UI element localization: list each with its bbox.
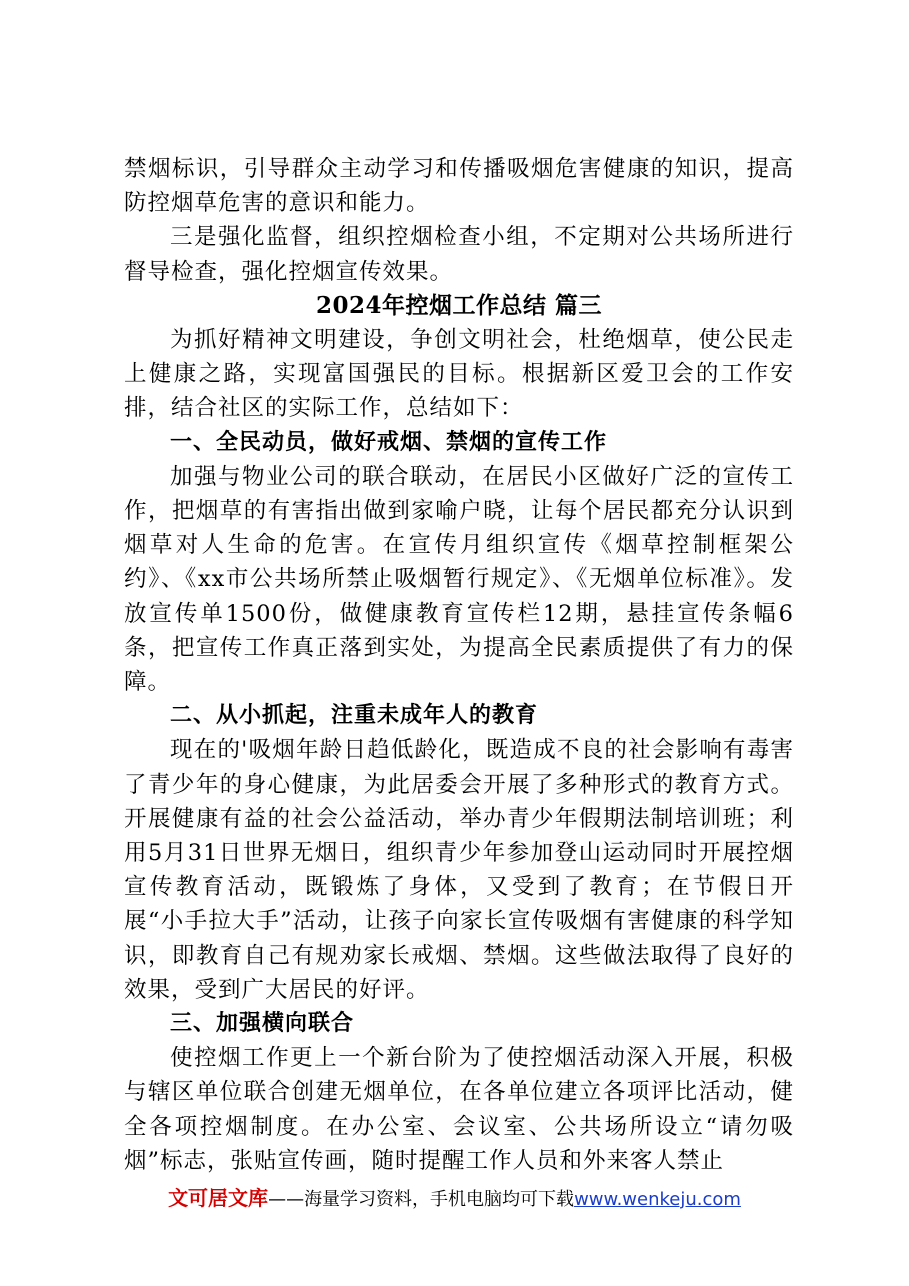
footer: [0, 1182, 909, 1211]
section-title: 2024年控烟工作总结 篇三: [315, 291, 603, 319]
paragraph: 现在的'吸烟年龄日趋低龄化，既造成不良的社会影响有毒害了青少年的身心健康，为此居委会开展了多种形式的教育方式。开展健康有益的社会公益活动，举办青少年假期法制培训班；利用5月31日世界无烟日，组织青少年参加登山运动同时开展控烟宣传教育活动，既锻炼了身体，又受到了教育；在节假日开展“小手拉大手”活动，让孩子向家长宣传吸烟有害健康的科学知识，即教育自己有规劝家长戒烟、禁烟。这些做法取得了良好的效果，受到广大居民的好评。: [124, 737, 794, 1003]
paragraph: 为抓好精神文明建设，争创文明社会，杜绝烟草，使公民走上健康之路，实现富国强民的目标。根据新区爱卫会的工作安排，结合社区的实际工作，总结如下：: [124, 327, 794, 422]
paragraph: 加强与物业公司的联合联动，在居民小区做好广泛的宣传工作，把烟草的有害指出做到家喻户晓，让每个居民都充分认识到烟草对人生命的危害。在宣传月组织宣传《烟草控制框架公约》、《xx市公共场所禁止吸烟暂行规定》、《无烟单位标准》。发放宣传单1500份，做健康教育宣传栏12期，悬挂宣传条幅6条，把宣传工作真正落到实处，为提高全民素质提供了有力的保障。: [124, 463, 794, 696]
section-heading: 三、加强横向联合: [170, 1011, 355, 1037]
document-body: [124, 152, 794, 1178]
footer-tagline: ——海量学习资料，手机电脑均可下载: [268, 1189, 575, 1210]
footer-link[interactable]: www.wenkeju.com: [574, 1189, 741, 1210]
paragraph: 使控烟工作更上一个新台阶为了使控烟活动深入开展，积极与辖区单位联合创建无烟单位，在各单位建立各项评比活动，健全各项控烟制度。在办公室、会议室、公共场所设立“请勿吸烟”标志，张贴宣传画，随时提醒工作人员和外来客人禁止: [124, 1045, 794, 1174]
paragraph: 禁烟标识，引导群众主动学习和传播吸烟危害健康的知识，提高防控烟草危害的意识和能力。: [124, 156, 794, 217]
paragraph: 三是强化监督，组织控烟检查小组，不定期对公共场所进行督导检查，强化控烟宣传效果。: [124, 224, 794, 285]
section-heading: 一、全民动员，做好戒烟、禁烟的宣传工作: [170, 429, 608, 455]
section-heading: 二、从小抓起，注重未成年人的教育: [170, 703, 539, 729]
footer-brand: 文可居文库: [168, 1186, 269, 1210]
